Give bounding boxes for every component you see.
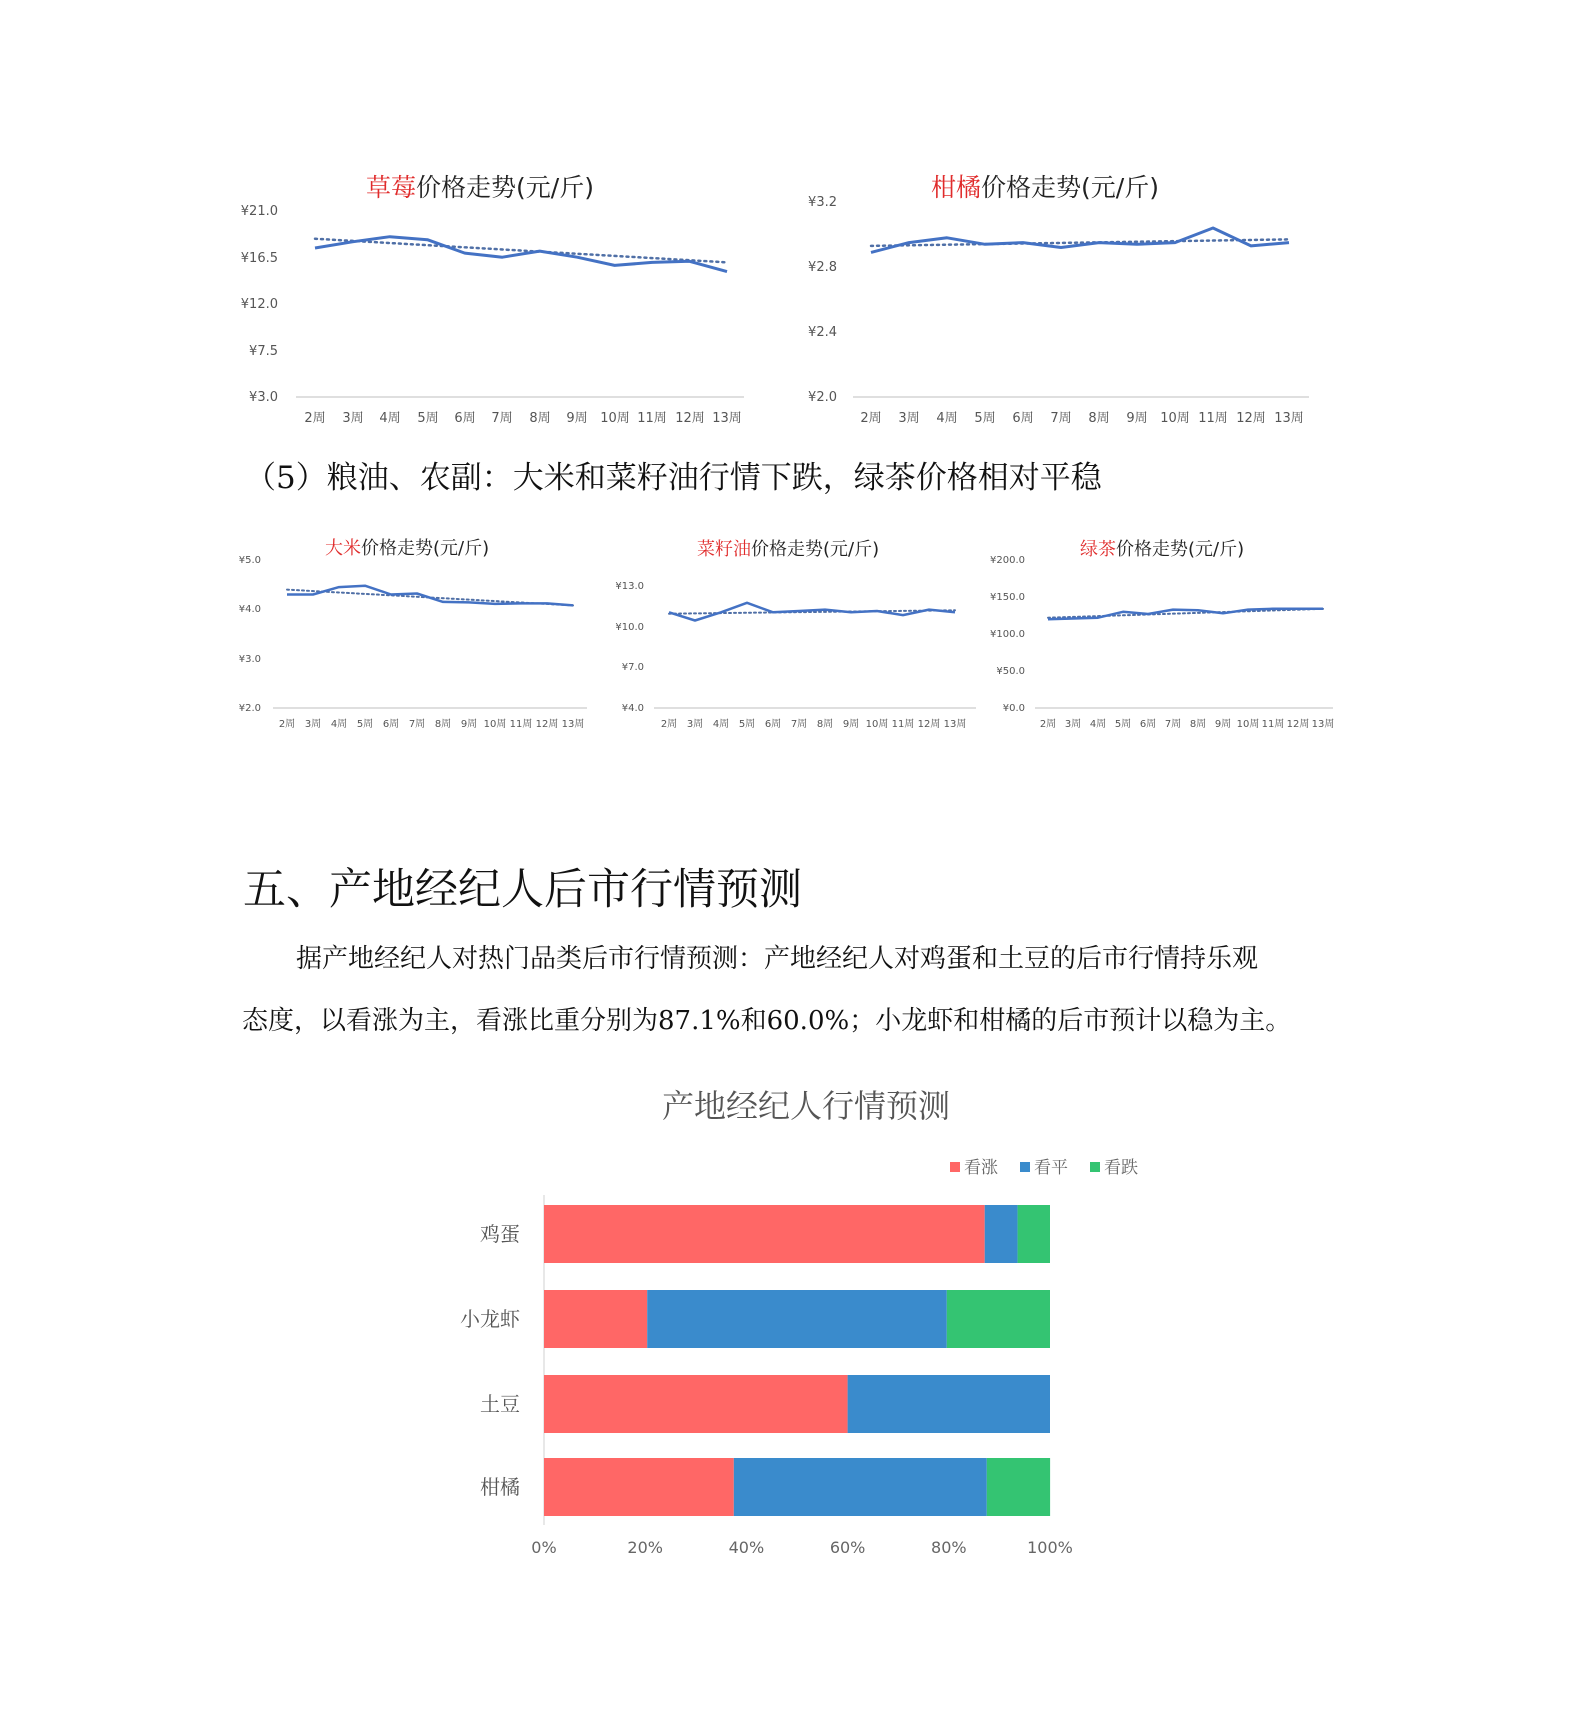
x-tick-label: 9周 bbox=[842, 719, 860, 730]
x-tick-label: 5周 bbox=[738, 719, 756, 730]
rice-title-highlight: 大米 bbox=[325, 538, 361, 559]
rapeseed-title-highlight: 菜籽油 bbox=[697, 539, 751, 560]
y-tick-label: ¥2.0 bbox=[808, 390, 837, 405]
x-tick-label: 6周 bbox=[1139, 719, 1157, 730]
x-tick-label: 13周 bbox=[1274, 411, 1304, 426]
y-tick-label: ¥21.0 bbox=[240, 204, 278, 219]
x-tick-label: 4周 bbox=[379, 411, 401, 426]
paragraph-line-1: 据产地经纪人对热门品类后市行情预测：产地经纪人对鸡蛋和土豆的后市行情持乐观 bbox=[296, 944, 1259, 974]
y-tick-label: ¥2.8 bbox=[808, 260, 837, 275]
citrus-line-chart bbox=[795, 190, 1325, 440]
citrus-title-rest: 价格走势(元/斤) bbox=[981, 173, 1159, 202]
x-tick-label: 11周 bbox=[1261, 719, 1285, 730]
trend-line bbox=[315, 239, 727, 263]
x-tick-label: 9周 bbox=[1126, 411, 1148, 426]
x-tick-label: 3周 bbox=[898, 411, 920, 426]
x-tick-label: 7周 bbox=[1050, 411, 1072, 426]
bar-segment bbox=[947, 1290, 1050, 1348]
legend-swatch bbox=[1020, 1162, 1030, 1172]
rapeseed-chart-title bbox=[697, 535, 879, 561]
x-tick-label: 2周 bbox=[860, 411, 882, 426]
x-tick-label: 40% bbox=[728, 1538, 765, 1557]
rapeseed-line-chart bbox=[612, 575, 982, 740]
strawberry-title-highlight: 草莓 bbox=[366, 173, 417, 202]
y-tick-label: ¥5.0 bbox=[238, 555, 261, 566]
x-tick-label: 7周 bbox=[491, 411, 513, 426]
bar-segment bbox=[544, 1375, 848, 1433]
x-tick-label: 2周 bbox=[304, 411, 326, 426]
x-tick-label: 13周 bbox=[943, 719, 967, 730]
y-tick-label: ¥7.5 bbox=[249, 344, 278, 359]
x-tick-label: 6周 bbox=[764, 719, 782, 730]
price-series-line bbox=[669, 603, 955, 621]
legend-label: 看涨 bbox=[964, 1158, 998, 1178]
x-tick-label: 11周 bbox=[509, 719, 533, 730]
x-tick-label: 10周 bbox=[865, 719, 889, 730]
x-tick-label: 6周 bbox=[382, 719, 400, 730]
legend-label: 看平 bbox=[1034, 1158, 1068, 1178]
strawberry-title-rest: 价格走势(元/斤) bbox=[416, 173, 594, 202]
rapeseed-title-rest: 价格走势(元/斤) bbox=[751, 539, 880, 560]
category-label: 鸡蛋 bbox=[480, 1222, 520, 1246]
x-tick-label: 6周 bbox=[1012, 411, 1034, 426]
y-tick-label: ¥16.5 bbox=[240, 251, 278, 266]
x-tick-label: 4周 bbox=[1089, 719, 1107, 730]
x-tick-label: 80% bbox=[931, 1538, 967, 1557]
x-tick-labels bbox=[661, 718, 967, 730]
x-tick-label: 2周 bbox=[660, 719, 678, 730]
x-tick-label: 5周 bbox=[417, 411, 439, 426]
paragraph-line-2: 态度，以看涨为主，看涨比重分别为87.1%和60.0%；小龙虾和柑橘的后市预计以稳为主。 bbox=[242, 1006, 1292, 1036]
x-tick-label: 6周 bbox=[454, 411, 476, 426]
x-tick-label: 3周 bbox=[304, 719, 322, 730]
x-tick-label: 8周 bbox=[434, 719, 452, 730]
x-tick-label: 60% bbox=[829, 1538, 866, 1557]
x-tick-label: 3周 bbox=[1064, 719, 1082, 730]
x-tick-label: 3周 bbox=[342, 411, 364, 426]
bar-segment bbox=[544, 1290, 647, 1348]
x-tick-label: 12周 bbox=[1286, 719, 1310, 730]
x-tick-label: 5周 bbox=[974, 411, 996, 426]
category-labels bbox=[460, 1222, 520, 1499]
x-tick-labels bbox=[304, 411, 741, 426]
bar-segment bbox=[1018, 1205, 1050, 1263]
y-tick-label: ¥200.0 bbox=[990, 555, 1025, 566]
x-tick-label: 11周 bbox=[891, 719, 915, 730]
x-tick-label: 9周 bbox=[460, 719, 478, 730]
y-tick-label: ¥2.0 bbox=[238, 703, 261, 714]
bar-segment bbox=[985, 1205, 1018, 1263]
x-tick-label: 100% bbox=[1027, 1538, 1073, 1557]
x-tick-label: 2周 bbox=[278, 719, 296, 730]
y-tick-label: ¥3.2 bbox=[808, 195, 837, 210]
bar-segment bbox=[647, 1290, 947, 1348]
rice-line-chart bbox=[235, 550, 595, 740]
legend-swatch bbox=[1090, 1162, 1100, 1172]
x-tick-label: 3周 bbox=[686, 719, 704, 730]
strawberry-line-chart bbox=[230, 200, 750, 440]
category-label: 土豆 bbox=[480, 1392, 520, 1416]
x-tick-label: 8周 bbox=[1088, 411, 1110, 426]
greentea-line-chart bbox=[985, 550, 1340, 740]
x-tick-label: 8周 bbox=[529, 411, 551, 426]
greentea-title-highlight: 绿茶 bbox=[1080, 539, 1116, 560]
y-tick-label: ¥3.0 bbox=[249, 390, 278, 405]
x-tick-label: 10周 bbox=[1236, 719, 1260, 730]
y-tick-label: ¥3.0 bbox=[238, 654, 261, 665]
category-label: 柑橘 bbox=[480, 1475, 520, 1499]
rice-title-rest: 价格走势(元/斤) bbox=[361, 538, 490, 559]
y-tick-label: ¥100.0 bbox=[990, 629, 1025, 640]
x-tick-label: 13周 bbox=[561, 719, 585, 730]
legend-swatch bbox=[950, 1162, 960, 1172]
x-tick-labels bbox=[531, 1538, 1073, 1557]
chart-title: 产地经纪人行情预测 bbox=[661, 1087, 951, 1125]
x-tick-label: 4周 bbox=[330, 719, 348, 730]
x-tick-labels bbox=[279, 718, 585, 730]
x-tick-label: 13周 bbox=[712, 411, 742, 426]
x-tick-label: 10周 bbox=[483, 719, 507, 730]
x-tick-label: 12周 bbox=[675, 411, 705, 426]
x-tick-label: 12周 bbox=[535, 719, 559, 730]
x-tick-labels bbox=[1040, 718, 1335, 730]
x-tick-label: 13周 bbox=[1311, 719, 1335, 730]
y-tick-label: ¥0.0 bbox=[1002, 703, 1025, 714]
bar-segment bbox=[544, 1205, 985, 1263]
x-tick-label: 2周 bbox=[1039, 719, 1057, 730]
x-tick-label: 11周 bbox=[637, 411, 667, 426]
bar-segments bbox=[544, 1205, 1050, 1516]
forecast-stacked-bar-chart bbox=[440, 1075, 1200, 1565]
y-tick-label: ¥12.0 bbox=[240, 297, 278, 312]
chart-legend bbox=[950, 1158, 1138, 1178]
category-label: 小龙虾 bbox=[460, 1307, 520, 1331]
subsection-title: （5）粮油、农副：大米和菜籽油行情下跌，绿茶价格相对平稳 bbox=[245, 460, 1102, 496]
x-tick-label: 5周 bbox=[1114, 719, 1132, 730]
x-tick-label: 9周 bbox=[1214, 719, 1232, 730]
x-tick-label: 7周 bbox=[1164, 719, 1182, 730]
citrus-title-highlight: 柑橘 bbox=[931, 173, 982, 202]
x-tick-label: 7周 bbox=[790, 719, 808, 730]
x-tick-label: 5周 bbox=[356, 719, 374, 730]
x-tick-label: 4周 bbox=[936, 411, 958, 426]
x-tick-label: 10周 bbox=[600, 411, 630, 426]
bar-segment bbox=[848, 1375, 1050, 1433]
x-tick-label: 4周 bbox=[712, 719, 730, 730]
x-tick-label: 8周 bbox=[816, 719, 834, 730]
x-tick-label: 7周 bbox=[408, 719, 426, 730]
bar-segment bbox=[734, 1458, 987, 1516]
x-tick-label: 8周 bbox=[1189, 719, 1207, 730]
x-tick-label: 10周 bbox=[1160, 411, 1190, 426]
section-heading: 五、产地经纪人后市行情预测 bbox=[243, 865, 802, 915]
greentea-title-rest: 价格走势(元/斤) bbox=[1116, 539, 1245, 560]
x-tick-label: 11周 bbox=[1198, 411, 1228, 426]
price-series-line bbox=[287, 586, 573, 606]
y-tick-label: ¥50.0 bbox=[996, 666, 1025, 677]
bar-segment bbox=[544, 1458, 734, 1516]
y-tick-label: ¥7.0 bbox=[621, 662, 644, 673]
y-tick-label: ¥10.0 bbox=[615, 622, 644, 633]
x-tick-label: 0% bbox=[531, 1538, 557, 1557]
y-tick-label: ¥4.0 bbox=[238, 604, 261, 615]
x-tick-label: 20% bbox=[627, 1538, 663, 1557]
x-tick-label: 9周 bbox=[566, 411, 588, 426]
x-tick-labels bbox=[860, 411, 1303, 426]
legend-label: 看跌 bbox=[1104, 1158, 1138, 1178]
x-tick-label: 12周 bbox=[1236, 411, 1266, 426]
y-tick-label: ¥13.0 bbox=[615, 581, 644, 592]
x-tick-label: 12周 bbox=[917, 719, 941, 730]
y-tick-label: ¥4.0 bbox=[621, 703, 644, 714]
y-tick-label: ¥150.0 bbox=[990, 592, 1025, 603]
y-tick-label: ¥2.4 bbox=[808, 325, 837, 340]
strawberry-chart-title bbox=[366, 168, 594, 204]
bar-segment bbox=[987, 1458, 1050, 1516]
